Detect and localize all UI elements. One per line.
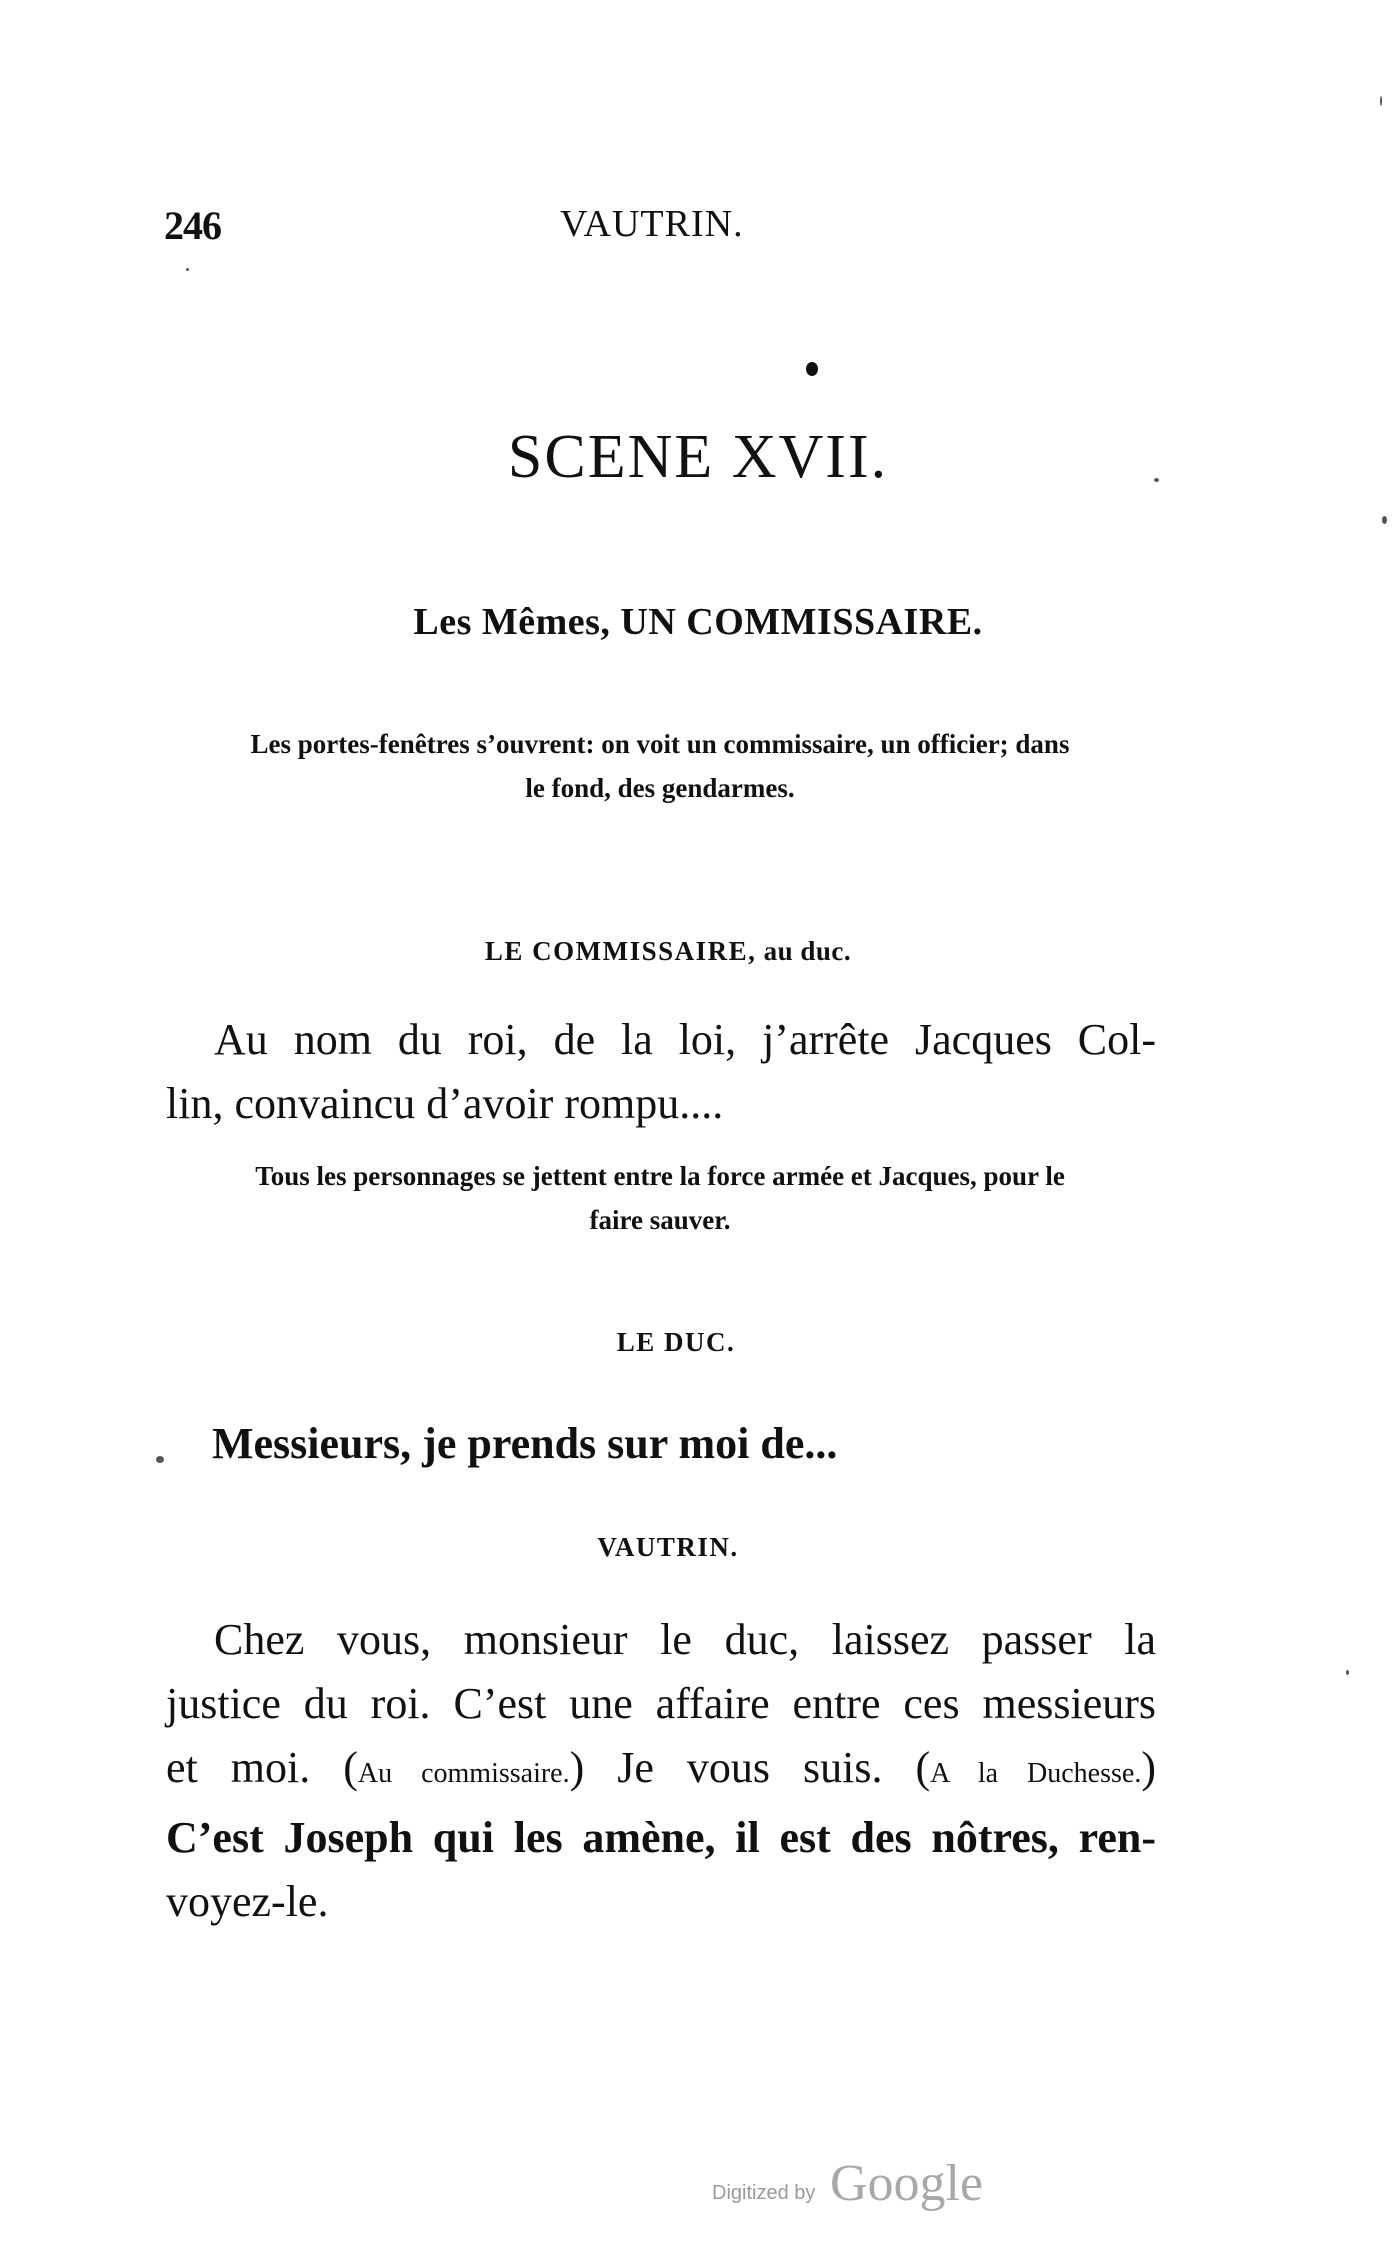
scan-speck xyxy=(1346,1670,1349,1675)
stage-aside: Au commissaire. xyxy=(357,1758,570,1789)
scan-speck xyxy=(156,1456,164,1463)
speech-duc xyxy=(212,1412,1202,1476)
speech-line: Messieurs, je prends sur moi de... xyxy=(212,1419,838,1468)
scan-speck xyxy=(1382,516,1387,524)
scene-characters: Les Mêmes, UN COMMISSAIRE. xyxy=(413,601,983,643)
scene-title: SCENE XVII. xyxy=(507,423,889,491)
running-title: VAUTRIN. xyxy=(560,203,744,245)
speech-commissaire xyxy=(166,1008,1156,1136)
speaker-duc: LE DUC. xyxy=(616,1327,736,1357)
page-number: 246 xyxy=(164,203,221,248)
scan-speck xyxy=(1154,478,1159,482)
stage-aside: A la Duchesse. xyxy=(930,1758,1142,1789)
speech-text: ) Je vous suis. ( xyxy=(569,1743,931,1792)
speech-text: et moi. ( xyxy=(166,1743,358,1792)
speech-line: voyez-le. xyxy=(166,1877,329,1926)
scan-speck xyxy=(1380,96,1382,106)
speech-vautrin xyxy=(166,1608,1156,1934)
speech-line xyxy=(166,1736,1156,1806)
scan-speck xyxy=(186,268,189,271)
stage-direction-line: Les portes-fenêtres s’ouvrent: on voit un commissaire, un officier; dans xyxy=(250,729,1070,759)
speech-line: Chez vous, monsieur le duc, laissez passer la xyxy=(214,1615,1156,1664)
speech-line: justice du roi. C’est une affaire entre ces messieurs xyxy=(166,1679,1156,1728)
stage-direction-line: le fond, des gendarmes. xyxy=(525,773,795,803)
speaker-aside: au duc. xyxy=(756,936,852,966)
stage-direction-line: faire sauver. xyxy=(589,1205,731,1235)
stage-direction-1 xyxy=(160,722,1160,810)
stage-direction-line: Tous les personnages se jettent entre la force armée et Jacques, pour le xyxy=(255,1161,1065,1191)
speech-line: lin, convaincu d’avoir rompu.... xyxy=(166,1079,724,1128)
speaker-name: LE COMMISSAIRE, xyxy=(484,936,757,966)
speech-text: ) xyxy=(1141,1743,1156,1792)
speech-line: Au nom du roi, de la loi, j’arrête Jacques Col- xyxy=(214,1015,1156,1064)
speech-line: C’est Joseph qui les amène, il est des nôtres, ren- xyxy=(166,1813,1156,1862)
stage-direction-2 xyxy=(160,1154,1160,1242)
google-logo: Google xyxy=(830,2155,984,2212)
digitized-label: Digitized by xyxy=(712,2182,816,2204)
speaker-commissaire xyxy=(0,936,1366,967)
speaker-vautrin: VAUTRIN. xyxy=(597,1532,739,1562)
ornament-dot xyxy=(806,362,818,376)
